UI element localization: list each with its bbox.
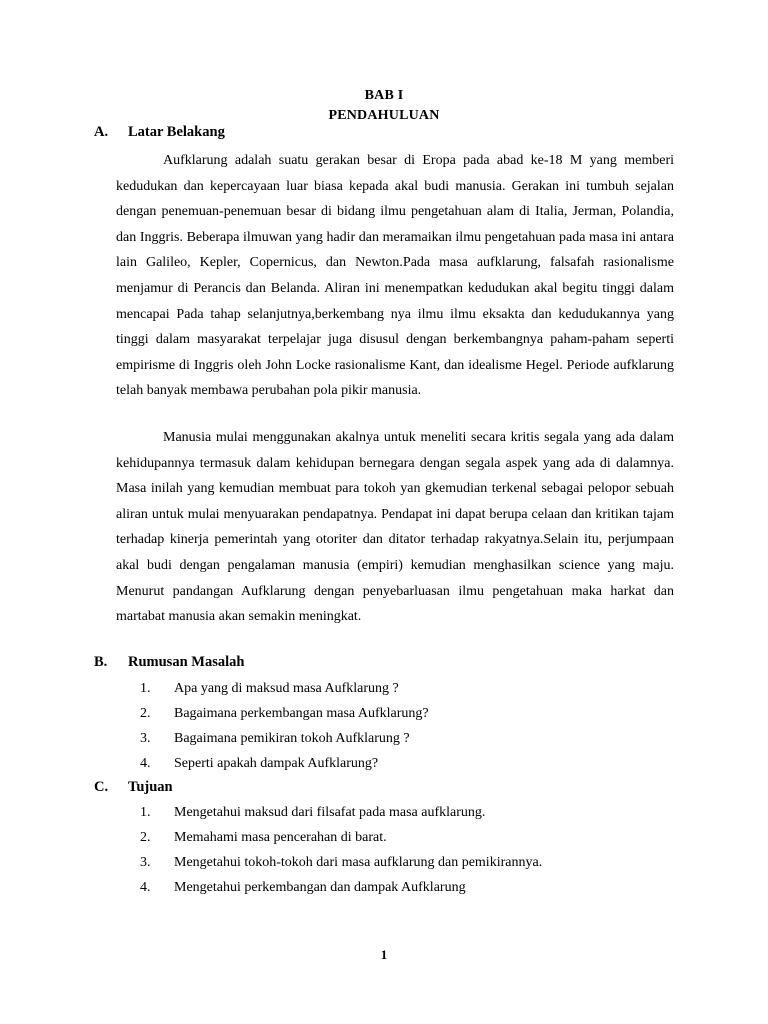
section-title: Latar Belakang <box>128 124 225 140</box>
paragraph: Manusia mulai menggunakan akalnya untuk meneliti secara kritis segala yang ada dalam kehidupannya termasuk dalam kehidupan bernegara dengan segala aspek yang ada di dalamnya. Masa inilah yang kemudian membuat para tokoh yan gkemudian terkenal sebagai pelopor sebuah aliran untuk mulai menyuarakan pendapatnya. Pendapat ini dapat berupa celaan dan kritikan tajam terhadap kinerja pemerintah yang otoriter dan ditator terhadap rakyatnya.Selain itu, perjumpaan akal budi dengan pengalaman manusia (empiri) kemudian menghasilkan science yang maju. Menurut pandangan Aufklarung dengan penyebarluasan ilmu pengetahuan maka harkat dan martabat manusia akan semakin meningkat. <box>116 430 674 625</box>
list-item <box>140 676 429 701</box>
list-number: 4. <box>140 756 151 771</box>
list-item <box>140 701 429 726</box>
list-number: 2. <box>140 706 151 721</box>
section-heading-a <box>94 124 225 141</box>
list-number: 1. <box>140 681 151 696</box>
list-number: 3. <box>140 731 151 746</box>
list-text: Bagaimana perkembangan masa Aufklarung? <box>174 706 429 721</box>
list-text: Mengetahui perkembangan dan dampak Aufklarung <box>174 880 466 895</box>
list-number: 3. <box>140 855 151 870</box>
list-text: Apa yang di maksud masa Aufklarung ? <box>174 681 399 696</box>
chapter-label: BAB I <box>364 88 404 103</box>
section-letter: B. <box>94 654 108 670</box>
section-title: Rumusan Masalah <box>128 654 245 670</box>
goal-list <box>140 800 542 900</box>
section-letter: A. <box>94 124 109 140</box>
list-number: 1. <box>140 805 151 820</box>
list-item <box>140 850 542 875</box>
section-heading-c <box>94 779 173 796</box>
list-item <box>140 726 429 751</box>
list-item <box>140 825 542 850</box>
list-text: Mengetahui tokoh-tokoh dari masa aufklarung dan pemikirannya. <box>174 855 543 870</box>
paragraph: Aufklarung adalah suatu gerakan besar di Eropa pada abad ke-18 M yang memberi kedudukan dan kepercayaan luar biasa kepada akal budi manusia. Gerakan ini tumbuh sejalan dengan penemuan-penemuan besar di bidang ilmu pengetahuan alam di Italia, Jerman, Polandia, dan Inggris. Beberapa ilmuwan yang hadir dan meramaikan ilmu pengetahuan pada masa ini antara lain Galileo, Kepler, Copernicus, dan Newton.Pada masa aufklarung, falsafah rasionalisme menjamur di Perancis dan Belanda. Aliran ini menempatkan kedudukan akal begitu tinggi dalam mencapai Pada tahap selanjutnya,berkembang nya ilmu ilmu eksakta dan kedudukannya yang tinggi dalam masyarakat terpelajar juga disusul dengan berkembangnya paham-paham seperti empirisme di Inggris oleh John Locke rasionalisme Kant, dan idealisme Hegel. Periode aufklarung telah banyak membawa perubahan pola pikir manusia. <box>116 153 674 399</box>
section-heading-b <box>94 654 244 671</box>
list-item <box>140 751 429 776</box>
list-text: Mengetahui maksud dari filsafat pada masa aufklarung. <box>174 805 486 820</box>
page-number: 1 <box>380 947 388 962</box>
list-item <box>140 875 542 900</box>
list-text: Seperti apakah dampak Aufklarung? <box>174 756 379 771</box>
list-text: Memahami masa pencerahan di barat. <box>174 830 387 845</box>
section-letter: C. <box>94 779 109 795</box>
list-number: 4. <box>140 880 151 895</box>
list-text: Bagaimana pemikiran tokoh Aufklarung ? <box>174 731 410 746</box>
section-title: Tujuan <box>128 779 173 795</box>
list-number: 2. <box>140 830 151 845</box>
list-item <box>140 800 542 825</box>
problem-list <box>140 676 429 776</box>
chapter-title: PENDAHULUAN <box>328 108 440 123</box>
